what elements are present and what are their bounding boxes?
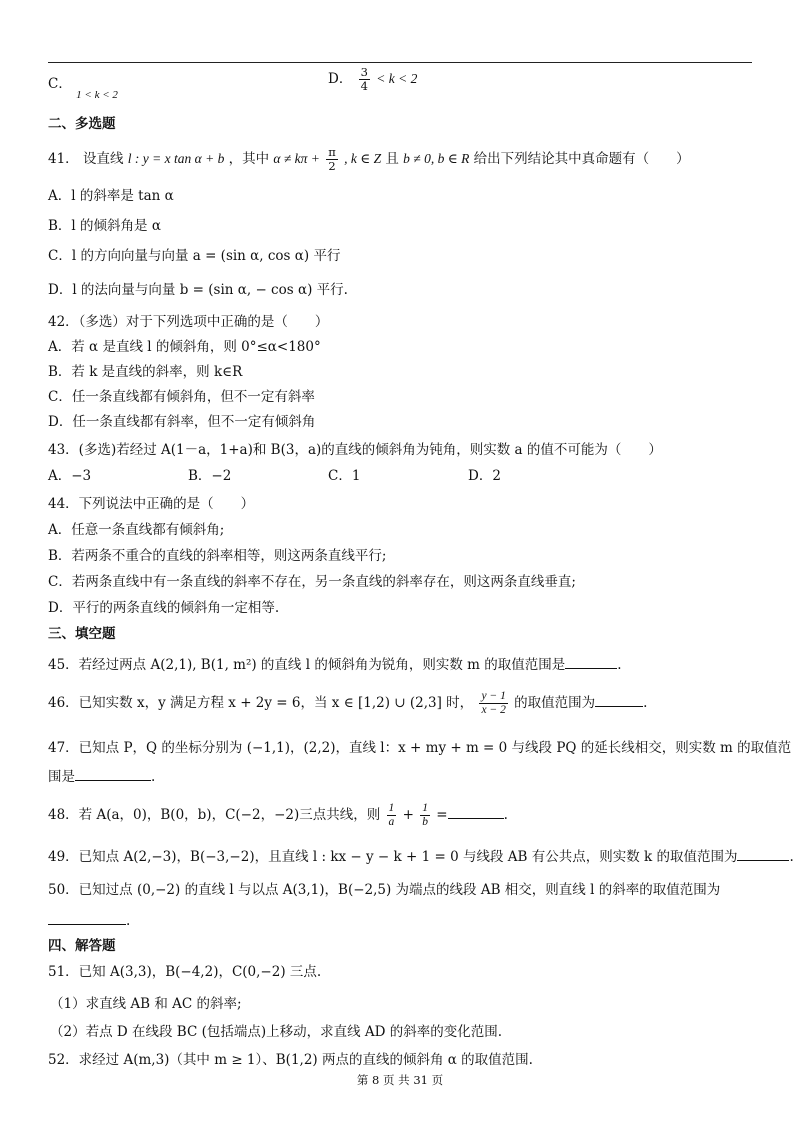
question-51-stem: 51．已知 A(3,3)，B(−4,2)，C(0,−2) 三点. [48, 964, 322, 980]
option-d [328, 66, 417, 93]
question-41-option-a: A．l 的斜率是 tan α [48, 188, 174, 204]
question-41-option-d: D．l 的法向量与向量 b = (sin α, − cos α) 平行. [48, 282, 348, 298]
question-42-option-b: B．若 k 是直线的斜率，则 k∈R [48, 364, 243, 380]
question-46: 46．已知实数 x，y 满足方程 x + 2y = 6，当 x ∈ [1,2) ∪ (2,3] 时， $\frac{y - 1}{x - 2}$ 的取值范围为 . [48, 690, 648, 716]
option-d-tail: < k < 2 [376, 71, 418, 86]
question-41-option-c: C．l 的方向向量与向量 a = (sin α, cos α) 平行 [48, 248, 341, 264]
question-43-option-d: D．2 [468, 468, 501, 484]
question-52: 52．求经过 A(m,3)（其中 m ≥ 1）、B(1,2) 两点的直线的倾斜角 α 的取值范围. [48, 1052, 533, 1068]
line-equation: l : y = x tan α + b [127, 151, 225, 166]
question-50: 50．已知过点 (0,−2) 的直线 l 与以点 A(3,1)，B(−2,5) 为端点的线段 AB 相交，则直线 l 的斜率的取值范围为 [48, 882, 721, 898]
answer-blank [448, 804, 504, 819]
page-footer: 第 8 页 共 31 页 [356, 1073, 444, 1087]
answer-blank [48, 910, 126, 925]
question-42-option-c: C．任一条直线都有倾斜角，但不一定有斜率 [48, 389, 315, 405]
option-c-label: C． [48, 76, 72, 92]
option-c-value: 1 < k < 2 [76, 89, 118, 101]
question-50-blank-line: . [48, 910, 130, 931]
question-41-stem: 41． 设直线 l : y = x tan α + b ，其中 α ≠ kπ + $\frac{\pi}{2}$ , k ∈ Z 且 b ≠ 0, b ∈ R 给出下列结论其中真命题有（ ） [48, 145, 690, 173]
option-d-label: D． [328, 71, 353, 87]
question-48: 48．若 A(a，0)，B(0，b)，C(−2，−2)三点共线，则 $\frac{1}{a}$ + $\frac{1}{b}$ = . [48, 802, 508, 828]
question-47-line1: 47．已知点 P，Q 的坐标分别为 (−1,1)，(2,2)，直线 l：x + my + m = 0 与线段 PQ 的延长线相交，则实数 m 的取值范 [48, 740, 792, 756]
prev-question-options [48, 74, 118, 101]
answer-blank [565, 654, 617, 669]
question-44-option-d: D．平行的两条直线的倾斜角一定相等. [48, 600, 280, 616]
slope-fraction: $\frac{y - 1}{x - 2}$ [481, 690, 506, 716]
question-45: 45．若经过两点 A(2,1), B(1, m²) 的直线 l 的倾斜角为锐角，则实数 m 的取值范围是 . [48, 654, 622, 675]
question-44-stem: 44．下列说法中正确的是（ ） [48, 496, 255, 512]
question-41-option-b: B．l 的倾斜角是 α [48, 218, 161, 234]
option-d-fraction: $\frac{3}{4}$ [360, 65, 368, 93]
question-43-option-b: B．−2 [188, 468, 232, 484]
question-42-option-d: D．任一条直线都有斜率，但不一定有倾斜角 [48, 414, 316, 430]
question-49: 49．已知点 A(2,−3)，B(−3,−2)，且直线 l : kx − y − k + 1 = 0 与线段 AB 有公共点，则实数 k 的取值范围为 . [48, 846, 794, 867]
top-rule [48, 62, 752, 63]
question-43-option-c: C．1 [328, 468, 361, 484]
pi-half-fraction: $\frac{\pi}{2}$ [328, 145, 336, 173]
fraction-one-over-a: $\frac{1}{a}$ [388, 802, 395, 828]
question-44-option-c: C．若两条直线中有一条直线的斜率不存在，另一条直线的斜率存在，则这两条直线垂直; [48, 574, 576, 590]
fraction-one-over-b: $\frac{1}{b}$ [422, 802, 428, 828]
answer-blank [737, 846, 789, 861]
question-51-part2: （2）若点 D 在线段 BC (包括端点)上移动，求直线 AD 的斜率的变化范围. [50, 1024, 503, 1040]
question-47-line2: 围是 . [48, 766, 155, 787]
question-42-option-a: A．若 α 是直线 l 的倾斜角，则 0°≤α<180° [48, 339, 321, 355]
question-51-part1: （1）求直线 AB 和 AC 的斜率; [50, 996, 242, 1012]
question-42-stem: 42．（多选）对于下列选项中正确的是（ ） [48, 314, 329, 330]
question-44-option-a: A．任意一条直线都有倾斜角; [48, 522, 225, 538]
section-title: 四、解答题 [48, 938, 116, 954]
question-44-option-b: B．若两条不重合的直线的斜率相等，则这两条直线平行; [48, 548, 387, 564]
answer-blank [75, 766, 151, 781]
answer-blank [595, 692, 643, 707]
section-title: 二、多选题 [48, 116, 116, 132]
question-43-stem: 43．(多选)若经过 A(1－a，1+a)和 B(3，a)的直线的倾斜角为钝角，则实数 a 的值不可能为（ ） [48, 442, 662, 458]
section-title: 三、填空题 [48, 626, 116, 642]
question-43-option-a: A．−3 [48, 468, 92, 484]
